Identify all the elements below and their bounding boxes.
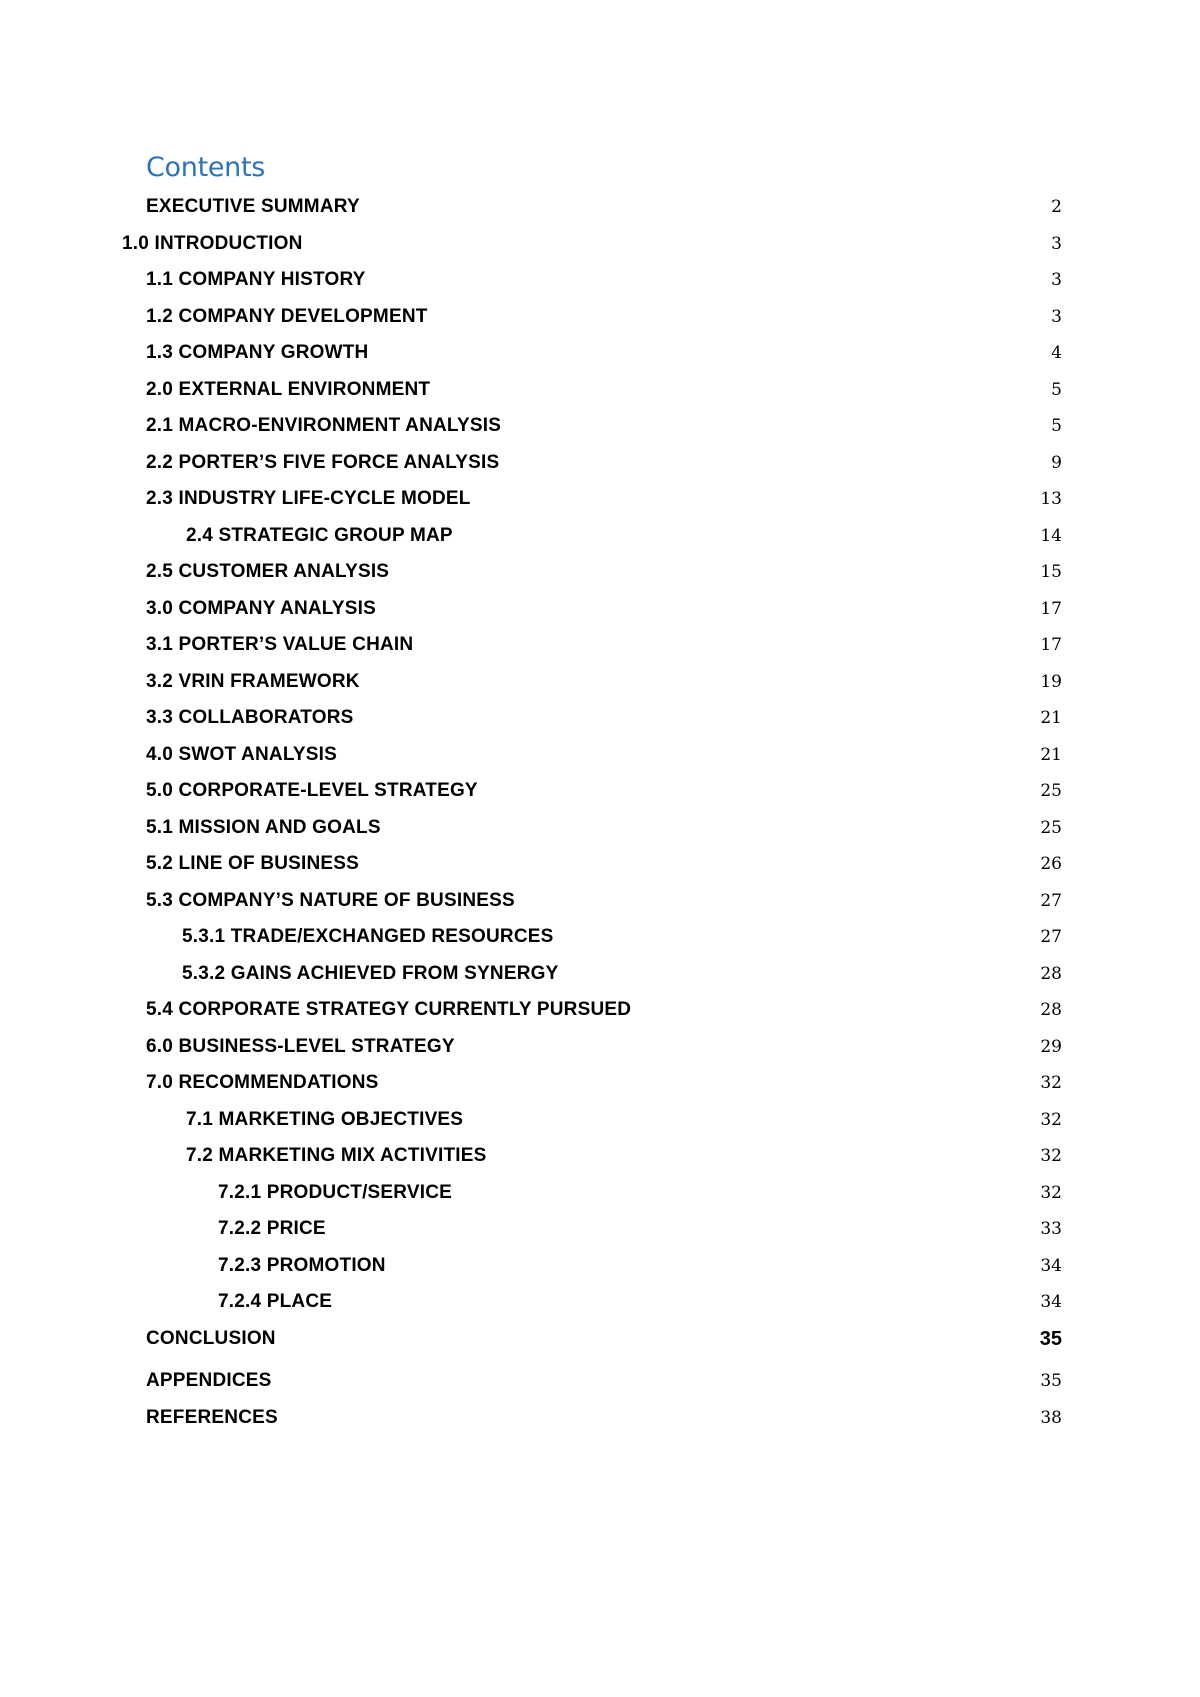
toc-entry-corporate-level-strategy[interactable] — [0, 773, 1200, 810]
toc-entry-page: 33 — [1040, 1219, 1062, 1239]
toc-entry-page: 29 — [1040, 1036, 1062, 1057]
toc-entry-page: 19 — [1040, 671, 1062, 692]
toc-entry-promotion[interactable] — [0, 1248, 1200, 1285]
toc-entry-label: 4.0 SWOT ANALYSIS — [146, 743, 337, 765]
toc-entry-label: 2.5 CUSTOMER ANALYSIS — [146, 561, 390, 582]
toc-entry-label: 2.3 INDUSTRY LIFE-CYCLE MODEL — [146, 488, 471, 509]
toc-entry-page: 26 — [1040, 854, 1062, 874]
toc-entry-label: 7.2 MARKETING MIX ACTIVITIES — [186, 1145, 487, 1166]
toc-entry-label: 7.0 RECOMMENDATIONS — [146, 1072, 379, 1093]
toc-entry-page: 25 — [1040, 817, 1062, 838]
toc-entry-marketing-objectives[interactable] — [0, 1102, 1200, 1139]
toc-entry-page: 35 — [1040, 1371, 1062, 1391]
toc-entry-company-analysis[interactable] — [0, 591, 1200, 628]
toc-entry-macro-environment-analysis[interactable] — [0, 408, 1200, 445]
toc-entry-appendices[interactable] — [0, 1363, 1200, 1400]
toc-entry-label: 2.4 STRATEGIC GROUP MAP — [186, 524, 453, 546]
toc-entry-customer-analysis[interactable] — [0, 554, 1200, 591]
toc-entry-page: 27 — [1040, 890, 1062, 911]
toc-entry-label: 6.0 BUSINESS-LEVEL STRATEGY — [146, 1035, 455, 1057]
toc-entry-external-environment[interactable] — [0, 372, 1200, 409]
toc-entry-page: 21 — [1040, 708, 1062, 728]
toc-entry-industry-life-cycle[interactable] — [0, 481, 1200, 518]
toc-entry-mission-and-goals[interactable] — [0, 810, 1200, 847]
toc-entry-page: 34 — [1040, 1255, 1062, 1276]
toc-entry-label: 5.3.2 GAINS ACHIEVED FROM SYNERGY — [182, 962, 559, 984]
toc-entry-porters-value-chain[interactable] — [0, 627, 1200, 664]
toc-entry-label: EXECUTIVE SUMMARY — [146, 196, 360, 217]
toc-entry-page: 3 — [1051, 306, 1062, 327]
toc-entry-page: 5 — [1051, 379, 1062, 400]
toc-entry-corporate-strategy-pursued[interactable] — [0, 992, 1200, 1029]
toc-entry-label: 7.2.3 PROMOTION — [218, 1254, 386, 1276]
toc-entry-page: 17 — [1040, 598, 1062, 619]
toc-entry-page: 28 — [1040, 963, 1062, 984]
toc-entry-label: 3.3 COLLABORATORS — [146, 707, 354, 728]
toc-entry-label: 1.0 INTRODUCTION — [122, 232, 303, 254]
toc-entry-trade-exchanged-resources[interactable] — [0, 919, 1200, 956]
toc-entry-collaborators[interactable] — [0, 700, 1200, 737]
toc-entry-label: 5.3.1 TRADE/EXCHANGED RESOURCES — [182, 926, 554, 947]
toc-entry-label: 1.1 COMPANY HISTORY — [146, 269, 366, 290]
toc-entry-label: 7.2.4 PLACE — [218, 1291, 333, 1312]
toc-list — [0, 189, 1200, 1436]
toc-entry-label: REFERENCES — [146, 1406, 278, 1428]
toc-entry-references[interactable] — [0, 1400, 1200, 1437]
toc-entry-page: 9 — [1051, 452, 1062, 473]
toc-entry-page: 21 — [1040, 744, 1062, 765]
toc-entry-page: 32 — [1040, 1146, 1062, 1166]
toc-entry-label: 7.2.1 PRODUCT/SERVICE — [218, 1181, 453, 1203]
toc-entry-label: 2.1 MACRO-ENVIRONMENT ANALYSIS — [146, 415, 502, 436]
toc-entry-label: 5.4 CORPORATE STRATEGY CURRENTLY PURSUED — [146, 999, 632, 1020]
toc-entry-business-level-strategy[interactable] — [0, 1029, 1200, 1066]
toc-entry-vrin-framework[interactable] — [0, 664, 1200, 701]
toc-entry-page: 15 — [1040, 562, 1062, 582]
toc-entry-page: 2 — [1051, 197, 1062, 217]
toc-entry-page: 13 — [1040, 489, 1062, 509]
toc-entry-page: 3 — [1051, 233, 1062, 254]
toc-entry-label: 5.2 LINE OF BUSINESS — [146, 853, 360, 874]
toc-entry-label: 2.0 EXTERNAL ENVIRONMENT — [146, 378, 431, 400]
toc-entry-page: 5 — [1051, 416, 1062, 436]
toc-entry-nature-of-business[interactable] — [0, 883, 1200, 920]
toc-entry-product-service[interactable] — [0, 1175, 1200, 1212]
toc-entry-place[interactable] — [0, 1284, 1200, 1321]
toc-entry-recommendations[interactable] — [0, 1065, 1200, 1102]
toc-entry-page: 17 — [1040, 635, 1062, 655]
toc-entry-page: 3 — [1051, 270, 1062, 290]
toc-entry-swot-analysis[interactable] — [0, 737, 1200, 774]
toc-entry-page: 38 — [1040, 1407, 1062, 1428]
toc-entry-label: 1.3 COMPANY GROWTH — [146, 342, 369, 363]
toc-entry-company-development[interactable] — [0, 299, 1200, 336]
toc-entry-company-growth[interactable] — [0, 335, 1200, 372]
toc-entry-page: 34 — [1040, 1292, 1062, 1312]
toc-entry-page: 32 — [1040, 1073, 1062, 1093]
toc-entry-label: 1.2 COMPANY DEVELOPMENT — [146, 305, 428, 327]
toc-entry-conclusion[interactable] — [0, 1321, 1200, 1358]
toc-entry-page: 4 — [1051, 343, 1062, 363]
toc-entry-label: 5.3 COMPANY’S NATURE OF BUSINESS — [146, 889, 515, 911]
toc-entry-label: 7.1 MARKETING OBJECTIVES — [186, 1108, 464, 1130]
toc-entry-page: 28 — [1040, 1000, 1062, 1020]
toc-entry-line-of-business[interactable] — [0, 846, 1200, 883]
toc-title: Contents — [146, 152, 266, 183]
toc-entry-gains-from-synergy[interactable] — [0, 956, 1200, 993]
toc-entry-label: 2.2 PORTER’S FIVE FORCE ANALYSIS — [146, 451, 500, 473]
toc-entry-page: 27 — [1040, 927, 1062, 947]
toc-entry-page: 25 — [1040, 781, 1062, 801]
toc-entry-executive-summary[interactable] — [0, 189, 1200, 226]
toc-entry-label: 3.2 VRIN FRAMEWORK — [146, 670, 360, 692]
toc-entry-page: 35 — [1039, 1327, 1062, 1350]
toc-entry-label: 5.1 MISSION AND GOALS — [146, 816, 381, 838]
toc-entry-page: 14 — [1040, 525, 1062, 546]
toc-entry-price[interactable] — [0, 1211, 1200, 1248]
toc-entry-label: 3.0 COMPANY ANALYSIS — [146, 597, 376, 619]
toc-entry-label: 3.1 PORTER’S VALUE CHAIN — [146, 634, 414, 655]
toc-entry-porters-five-force[interactable] — [0, 445, 1200, 482]
toc-entry-company-history[interactable] — [0, 262, 1200, 299]
toc-entry-label: CONCLUSION — [146, 1327, 276, 1349]
toc-entry-page: 32 — [1040, 1182, 1062, 1203]
toc-entry-strategic-group-map[interactable] — [0, 518, 1200, 555]
toc-entry-introduction[interactable] — [0, 226, 1200, 263]
toc-entry-label: 7.2.2 PRICE — [218, 1218, 326, 1239]
toc-entry-label: APPENDICES — [146, 1370, 272, 1391]
toc-entry-label: 5.0 CORPORATE-LEVEL STRATEGY — [146, 780, 478, 801]
toc-entry-marketing-mix-activities[interactable] — [0, 1138, 1200, 1175]
toc-entry-page: 32 — [1040, 1109, 1062, 1130]
